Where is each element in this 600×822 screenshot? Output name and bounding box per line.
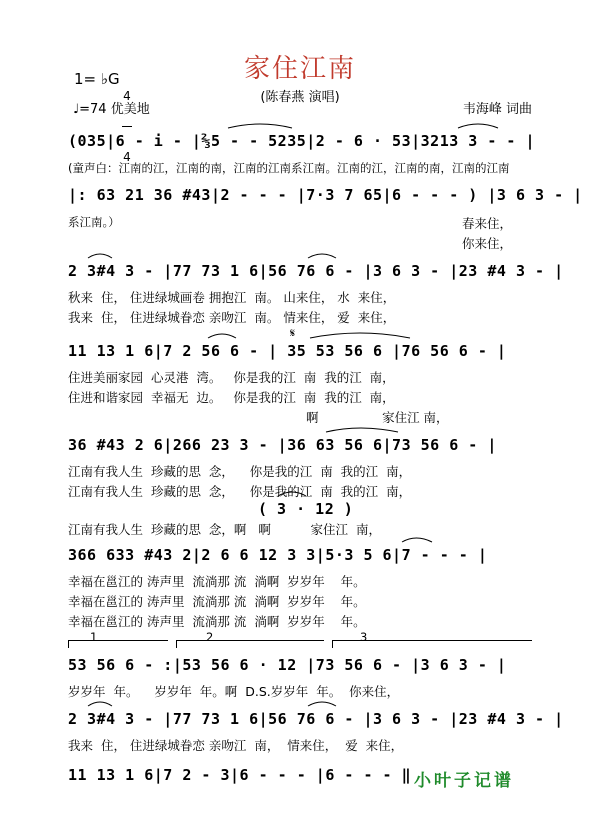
notation-line: 11 13 1 6|7 2 56 6 - | 35 53 56 6 |76 56 6 - |	[68, 342, 507, 360]
lyric-line: 江南有我人生 珍藏的思 念， 你是我的江 南 我的江 南，	[68, 484, 412, 499]
lyric-line: 幸福在邕江的 涛声里 流淌那 流 淌啊 岁岁年 年。	[68, 574, 366, 589]
lyric-line: 幸福在邕江的 涛声里 流淌那 流 淌啊 岁岁年 年。	[68, 614, 366, 629]
notation-line: 2 3#4 3 - |77 73 1 6|56 76 6 - |3 6 3 - |23 #4 3 - |	[68, 710, 564, 728]
notation-line: 53 56 6 - :|53 56 6 · 12 |73 56 6 - |3 6 3 - |	[68, 656, 507, 674]
song-title: 家住江南	[243, 54, 356, 84]
slur-9	[402, 538, 432, 542]
slur-1	[228, 124, 292, 128]
composer-credit: 韦海峰 词曲	[462, 102, 532, 117]
key-signature: 1= ♭G	[74, 70, 120, 88]
notation-line: 11 13 1 6|7 2 - 3|6 - - - |6 - - - ‖	[68, 766, 412, 784]
slur-8	[278, 492, 306, 496]
slur-4	[308, 254, 336, 258]
slur-2	[458, 124, 498, 128]
tempo-marking: ♩=74 优美地	[73, 102, 150, 117]
lyric-line: 系江南。）	[68, 215, 120, 229]
volta-3-number: 3	[360, 630, 368, 644]
notation-line: 2 3#4 3 - |77 73 1 6|56 76 6 - |3 6 3 - |23 #4 3 - |	[68, 262, 564, 280]
lyric-line: 住进美丽家园 心灵港 湾。 你是我的江 南 我的江 南，	[68, 370, 395, 385]
slur-5	[310, 333, 410, 338]
volta-2-number: 2	[206, 630, 214, 644]
lyric-line: 江南有我人生 珍藏的思 念，啊 啊 家住江 南，	[68, 522, 381, 537]
notation-line: (035|6 - i - |⅔5 - - 5235|2 - 6 · 53|3213 3 - - |	[68, 132, 536, 150]
lyric-line: 住进和谐家园 幸福无 边。 你是我的江 南 我的江 南，	[68, 390, 395, 405]
lyric-line: 我来 住， 住进绿城眷恋 亲吻江 南， 情来住， 爱 来住，	[68, 738, 404, 753]
volta-1-number: 1	[90, 630, 98, 644]
meter-top: 4	[123, 89, 131, 103]
lyric-line: (童声白：江南的江，江南的南，江南的江南系江南。江南的江，江南的南，江南的江南	[68, 161, 510, 175]
segno-sign: 𝄋	[290, 326, 296, 340]
lyric-line: 秋来 住， 住进绿城画卷 拥抱江 南。 山来住， 水 来住，	[68, 290, 396, 305]
transcriber-signature: 小叶子记谱	[414, 771, 514, 791]
meter-bottom: 4	[123, 150, 131, 164]
slur-7	[326, 428, 398, 432]
slur-10	[88, 702, 112, 706]
notation-line: 366 633 #43 2|2 6 6 12 3 3|5·3 5 6|7 - - - |	[68, 546, 488, 564]
lyric-line: 岁岁年 年。 岁岁年 年。啊 D.S.岁岁年 年。 你来住，	[68, 684, 400, 699]
slur-3	[88, 254, 112, 258]
notation-line: 36 #43 2 6|266 23 3 - |36 63 56 6|73 56 6 - |	[68, 436, 497, 454]
lyric-line: 你来住，	[462, 236, 513, 251]
slur-11	[308, 702, 336, 706]
notation-line: |: 63 21 36 #43|2 - - - |7·3 7 65|6 - - - ) |3 6 3 - |	[68, 186, 583, 204]
lyric-line: 江南有我人生 珍藏的思 念， 你是我的江 南 我的江 南，	[68, 464, 412, 479]
singer-credit: (陈春燕 演唱)	[260, 90, 340, 105]
lyric-line: 啊 家住江 南，	[306, 410, 449, 425]
slur-6	[208, 334, 236, 338]
notation-line: ( 3 · 12 )	[258, 500, 354, 518]
lyric-line: 幸福在邕江的 涛声里 流淌那 流 淌啊 岁岁年 年。	[68, 594, 366, 609]
lyric-line: 春来住，	[462, 216, 513, 231]
lyric-line: 我来 住， 住进绿城眷恋 亲吻江 南。 情来住， 爱 来住，	[68, 310, 396, 325]
